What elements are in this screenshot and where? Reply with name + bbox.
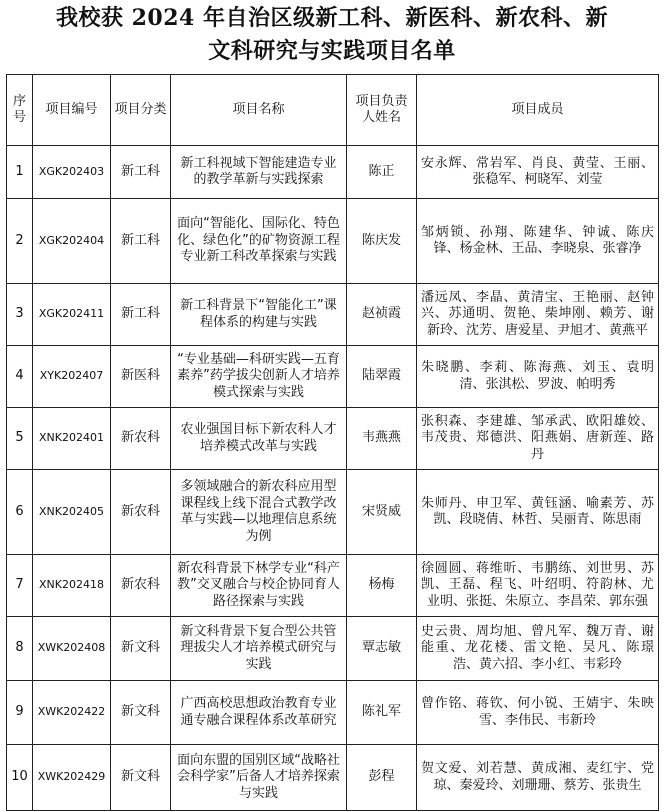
row-index: 5 (7, 408, 33, 470)
row-code: XGK202404 (33, 199, 111, 284)
row-code: XNK202418 (33, 555, 111, 617)
table-row (7, 146, 659, 199)
header-category: 项目分类 (111, 75, 171, 146)
table-row (7, 745, 659, 811)
row-category: 新工科 (111, 146, 171, 199)
row-members: 朱晓鹏、李莉、陈海燕、刘玉、袁明清、张淇松、罗波、帕明秀 (417, 346, 659, 408)
row-code: XGK202403 (33, 146, 111, 199)
row-members: 曾作铭、蒋钦、何小锐、王婧宇、朱映雪、李伟民、韦新玲 (417, 681, 659, 745)
row-index: 4 (7, 346, 33, 408)
row-category: 新农科 (111, 408, 171, 470)
title-line-1: 我校获 2024 年自治区级新工科、新医科、新农科、新 (55, 5, 609, 31)
row-members: 安永辉、常岩军、肖良、黄莹、王丽、张稳军、柯晓军、刘莹 (417, 146, 659, 199)
row-category: 新工科 (111, 199, 171, 284)
row-code: XGK202411 (33, 284, 111, 346)
row-index: 8 (7, 617, 33, 681)
row-code: XNK202401 (33, 408, 111, 470)
table-row (7, 681, 659, 745)
row-leader: 陈庆发 (347, 199, 417, 284)
row-project-name: 多领域融合的新农科应用型课程线上线下混合式教学改革与实践—以地理信息系统为例 (171, 470, 347, 555)
row-leader: 赵祯霞 (347, 284, 417, 346)
row-members: 潘远凤、李晶、黄清宝、王艳丽、赵钟兴、苏通明、贺艳、柴坤刚、赖芳、谢新玲、沈芳、唐爱星、尹旭才、黄燕平 (417, 284, 659, 346)
row-leader: 陈正 (347, 146, 417, 199)
row-members: 邹炳锁、孙翔、陈建华、钟诚、陈庆锋、杨金林、王品、李晓泉、张睿净 (417, 199, 659, 284)
row-project-name: 面向东盟的国别区域“战略社会科学家”后备人才培养探索与实践 (171, 745, 347, 811)
row-code: XWK202422 (33, 681, 111, 745)
row-category: 新工科 (111, 284, 171, 346)
table-row (7, 617, 659, 681)
row-leader: 覃志敏 (347, 617, 417, 681)
row-leader: 陈礼军 (347, 681, 417, 745)
project-table (6, 74, 659, 811)
table-row (7, 408, 659, 470)
row-code: XNK202405 (33, 470, 111, 555)
row-members: 张积森、李建雄、邹承武、欧阳雄姣、韦茂贵、郑德洪、阳燕娟、唐新莲、路丹 (417, 408, 659, 470)
row-index: 10 (7, 745, 33, 811)
row-category: 新农科 (111, 470, 171, 555)
page-title (0, 0, 664, 72)
row-project-name: 新文科背景下复合型公共管理拔尖人才培养模式研究与实践 (171, 617, 347, 681)
row-category: 新文科 (111, 681, 171, 745)
row-members: 史云贵、周均旭、曾凡军、魏万青、谢能重、龙花楼、雷文艳、吴凡、陈璟浩、黄六招、李小红、韦彩玲 (417, 617, 659, 681)
row-project-name: 农业强国目标下新农科人才培养模式改革与实践 (171, 408, 347, 470)
table-header-row (7, 75, 659, 146)
title-line-2: 文科研究与实践项目名单 (208, 38, 456, 64)
row-project-name: 广西高校思想政治教育专业通专融合课程体系改革研究 (171, 681, 347, 745)
header-members: 项目成员 (417, 75, 659, 146)
row-members: 贺文爱、刘若慧、黄成湘、麦红宇、党琼、秦爱玲、刘珊珊、蔡芳、张贵生 (417, 745, 659, 811)
row-category: 新医科 (111, 346, 171, 408)
row-members: 朱师丹、申卫军、黄钰涵、喻素芳、苏凯、段晓倩、林哲、吴丽青、陈思雨 (417, 470, 659, 555)
table-row (7, 346, 659, 408)
table-row (7, 284, 659, 346)
row-code: XWK202408 (33, 617, 111, 681)
row-leader: 韦燕燕 (347, 408, 417, 470)
row-code: XYK202407 (33, 346, 111, 408)
table-row (7, 199, 659, 284)
table-row (7, 470, 659, 555)
row-category: 新农科 (111, 555, 171, 617)
row-index: 6 (7, 470, 33, 555)
row-index: 1 (7, 146, 33, 199)
row-project-name: “专业基础—科研实践—五育素养”药学拔尖创新人才培养模式探索与实践 (171, 346, 347, 408)
header-name: 项目名称 (171, 75, 347, 146)
header-code: 项目编号 (33, 75, 111, 146)
row-project-name: 新工科视域下智能建造专业的教学革新与实践探索 (171, 146, 347, 199)
row-leader: 杨梅 (347, 555, 417, 617)
row-index: 9 (7, 681, 33, 745)
row-index: 7 (7, 555, 33, 617)
row-code: XWK202429 (33, 745, 111, 811)
row-index: 3 (7, 284, 33, 346)
row-category: 新文科 (111, 617, 171, 681)
row-category: 新文科 (111, 745, 171, 811)
row-leader: 彭程 (347, 745, 417, 811)
row-leader: 宋贤威 (347, 470, 417, 555)
header-leader: 项目负责人姓名 (347, 75, 417, 146)
row-members: 徐圆圆、蒋维昕、韦鹏练、刘世男、苏凯、王磊、程飞、叶绍明、符韵林、尤业明、张挺、朱原立、李昌荣、郭东强 (417, 555, 659, 617)
row-project-name: 新工科背景下“智能化工”课程体系的构建与实践 (171, 284, 347, 346)
header-index: 序号 (7, 75, 33, 146)
row-index: 2 (7, 199, 33, 284)
table-row (7, 555, 659, 617)
row-leader: 陆翠霞 (347, 346, 417, 408)
row-project-name: 面向“智能化、国际化、特色化、绿色化”的矿物资源工程专业新工科改革探索与实践 (171, 199, 347, 284)
row-project-name: 新农科背景下林学专业“科产教”交叉融合与校企协同育人路径探索与实践 (171, 555, 347, 617)
